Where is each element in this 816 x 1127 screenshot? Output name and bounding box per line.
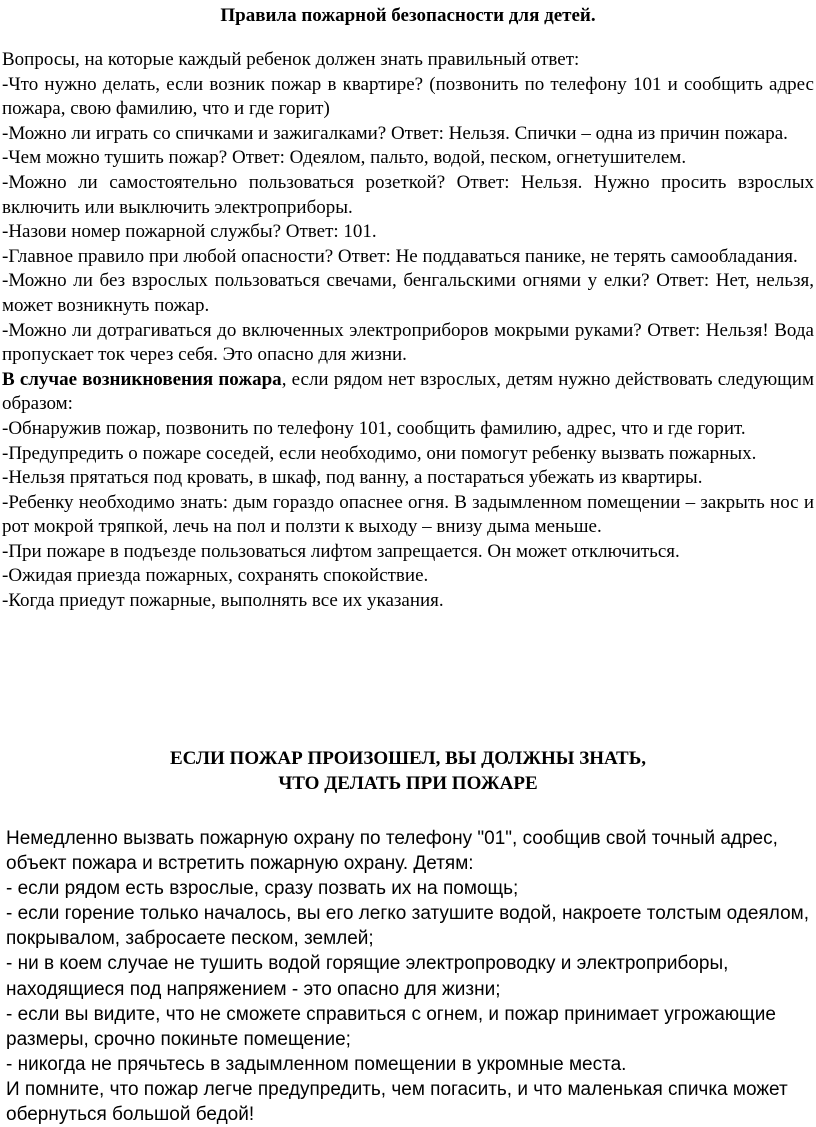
question-item: -Главное правило при любой опасности? Ответ: Не поддаваться панике, не терять самообладания. — [2, 245, 798, 267]
instruction-line: - ни в коем случае не тушить водой горящие электропроводку и электроприборы, — [6, 953, 729, 975]
question-item: -Назови номер пожарной службы? Ответ: 101. — [2, 221, 377, 243]
action-item: -При пожаре в подъезде пользоваться лифтом запрещается. Он может отключиться. — [2, 540, 680, 562]
emergency-intro — [2, 368, 814, 417]
question-item: -Чем можно тушить пожар? Ответ: Одеялом, пальто, водой, песком, огнетушителем. — [2, 147, 687, 169]
action-item: -Предупредить о пожаре соседей, если необходимо, они помогут ребенку вызвать пожарных. — [2, 442, 757, 464]
instruction-line: - никогда не прячьтесь в задымленном помещении в укромные места. — [6, 1053, 627, 1075]
question-item: -Можно ли без взрослых пользоваться свечами, бенгальскими огнями у елки? Ответ: Нет, нельзя, может возникнуть пожар. — [2, 270, 814, 316]
questions-intro: Вопросы, на которые каждый ребенок должен знать правильный ответ: — [2, 49, 580, 70]
question-item: -Можно ли дотрагиваться до включенных электроприборов мокрыми руками? Ответ: Нельзя! Вода пропускает ток через себя. Это опасно для жизни. — [2, 319, 814, 366]
questions-section — [2, 48, 814, 614]
section-heading-line2: ЧТО ДЕЛАТЬ ПРИ ПОЖАРЕ — [278, 773, 538, 794]
fire-instructions — [6, 826, 812, 1127]
action-item: -Нельзя прятаться под кровать, в шкаф, под ванну, а постараться убежать из квартиры. — [2, 467, 703, 489]
action-item: -Обнаружив пожар, позвонить по телефону 101, сообщить фамилию, адрес, что и где горит. — [2, 417, 746, 439]
section-heading — [0, 746, 816, 796]
instruction-line: - если горение только началось, вы его легко затушите водой, накроете толстым одеялом, — [6, 903, 809, 925]
instruction-line: Немедленно вызвать пожарную охрану по телефону "01", сообщив свой точный адрес, — [6, 828, 778, 849]
instruction-line: - если вы видите, что не сможете справиться с огнем, и пожар принимает угрожающие — [6, 1003, 776, 1025]
question-item: -Что нужно делать, если возник пожар в квартире? (позвонить по телефону 101 и сообщить адрес пожара, свою фамилию, что и где горит) — [2, 73, 814, 120]
instruction-line: объект пожара и встретить пожарную охрану. Детям: — [6, 853, 474, 875]
emergency-rest-text: , если рядом нет взрослых, детям нужно действовать следующим образом: — [2, 368, 814, 415]
question-item: -Можно ли играть со спичками и зажигалками? Ответ: Нельзя. Спички – одна из причин пожара. — [2, 122, 788, 144]
instruction-line: И помните, что пожар легче предупредить, чем погасить, и что маленькая спичка может — [6, 1078, 788, 1100]
instruction-line: покрывалом, забросаете песком, землей; — [6, 928, 374, 950]
instruction-line: - если рядом есть взрослые, сразу позвать их на помощь; — [6, 878, 519, 900]
question-item: -Можно ли самостоятельно пользоваться розеткой? Ответ: Нельзя. Нужно просить взрослых включить или выключить электроприборы. — [2, 171, 814, 218]
instruction-line: размеры, срочно покиньте помещение; — [6, 1028, 351, 1050]
action-item: -Ожидая приезда пожарных, сохранять спокойствие. — [2, 565, 429, 587]
instruction-line: находящиеся под напряжением - это опасно для жизни; — [6, 978, 501, 1000]
page-title: Правила пожарной безопасности для детей. — [220, 5, 596, 26]
action-item: -Ребенку необходимо знать: дым гораздо опаснее огня. В задымленном помещении – закрыть нос и рот мокрой тряпкой, лечь на пол и ползти к выходу – внизу дыма меньше. — [2, 491, 814, 538]
action-item: -Когда приедут пожарные, выполнять все их указания. — [2, 590, 444, 612]
emergency-bold-text: В случае возникновения пожара — [2, 368, 282, 390]
instruction-line: обернуться большой бедой! — [6, 1104, 255, 1126]
section-heading-line1: ЕСЛИ ПОЖАР ПРОИЗОШЕЛ, ВЫ ДОЛЖНЫ ЗНАТЬ, — [169, 748, 647, 769]
